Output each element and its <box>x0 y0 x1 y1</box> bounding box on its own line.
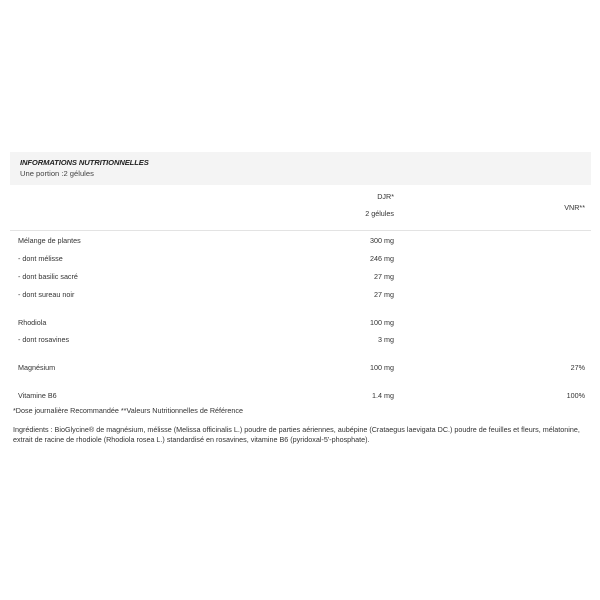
ingredients-text: Ingrédients : BioGlycine® de magnésium, mélisse (Melissa officinalis L.) poudre de parties aériennes, aubépine (Crataegus laevigata DC.) poudre de feuilles et fleurs, mélatonine, extrait de racine de rhodiole (Rhodiola rosea L.) standardisé en rosavines, vitamine B6 (pyridoxal-5'-phosphate). <box>13 425 580 444</box>
column-header-vnr: VNR** <box>564 203 585 212</box>
nutrient-label: Magnésium <box>18 363 56 372</box>
serving-size: Une portion :2 gélules <box>20 169 94 178</box>
nutrient-amount: 100 mg <box>370 363 394 372</box>
table-row <box>10 236 591 248</box>
nutrient-label: Rhodiola <box>18 318 47 327</box>
nutrient-amount: 27 mg <box>374 272 394 281</box>
nutrient-amount: 1.4 mg <box>372 391 394 400</box>
nutrition-title: INFORMATIONS NUTRITIONNELLES <box>20 158 149 167</box>
column-headers <box>10 185 591 231</box>
nutrient-label: - dont rosavines <box>18 335 70 344</box>
table-row <box>10 335 591 347</box>
nutrient-label: - dont mélisse <box>18 254 63 263</box>
table-row <box>10 318 591 330</box>
table-row <box>10 254 591 266</box>
nutrient-amount: 27 mg <box>374 290 394 299</box>
nutrient-amount: 100 mg <box>370 318 394 327</box>
nutrient-vnr: 27% <box>570 363 585 372</box>
table-row <box>10 272 591 284</box>
nutrient-label: - dont basilic sacré <box>18 272 78 281</box>
nutrient-label: Mélange de plantes <box>18 236 81 245</box>
nutrition-header <box>10 152 591 185</box>
nutrient-amount: 3 mg <box>378 335 394 344</box>
nutrient-amount: 300 mg <box>370 236 394 245</box>
nutrition-table <box>10 152 591 231</box>
nutrient-amount: 246 mg <box>370 254 394 263</box>
nutrient-vnr: 100% <box>566 391 585 400</box>
footnote: *Dose journalière Recommandée **Valeurs Nutritionnelles de Référence <box>13 406 243 415</box>
nutrient-label: - dont sureau noir <box>18 290 75 299</box>
column-header-portion: 2 gélules <box>365 209 394 218</box>
table-row <box>10 363 591 375</box>
table-row <box>10 290 591 302</box>
column-header-djr: DJR* <box>377 192 394 201</box>
nutrient-label: Vitamine B6 <box>18 391 57 400</box>
table-row <box>10 391 591 403</box>
